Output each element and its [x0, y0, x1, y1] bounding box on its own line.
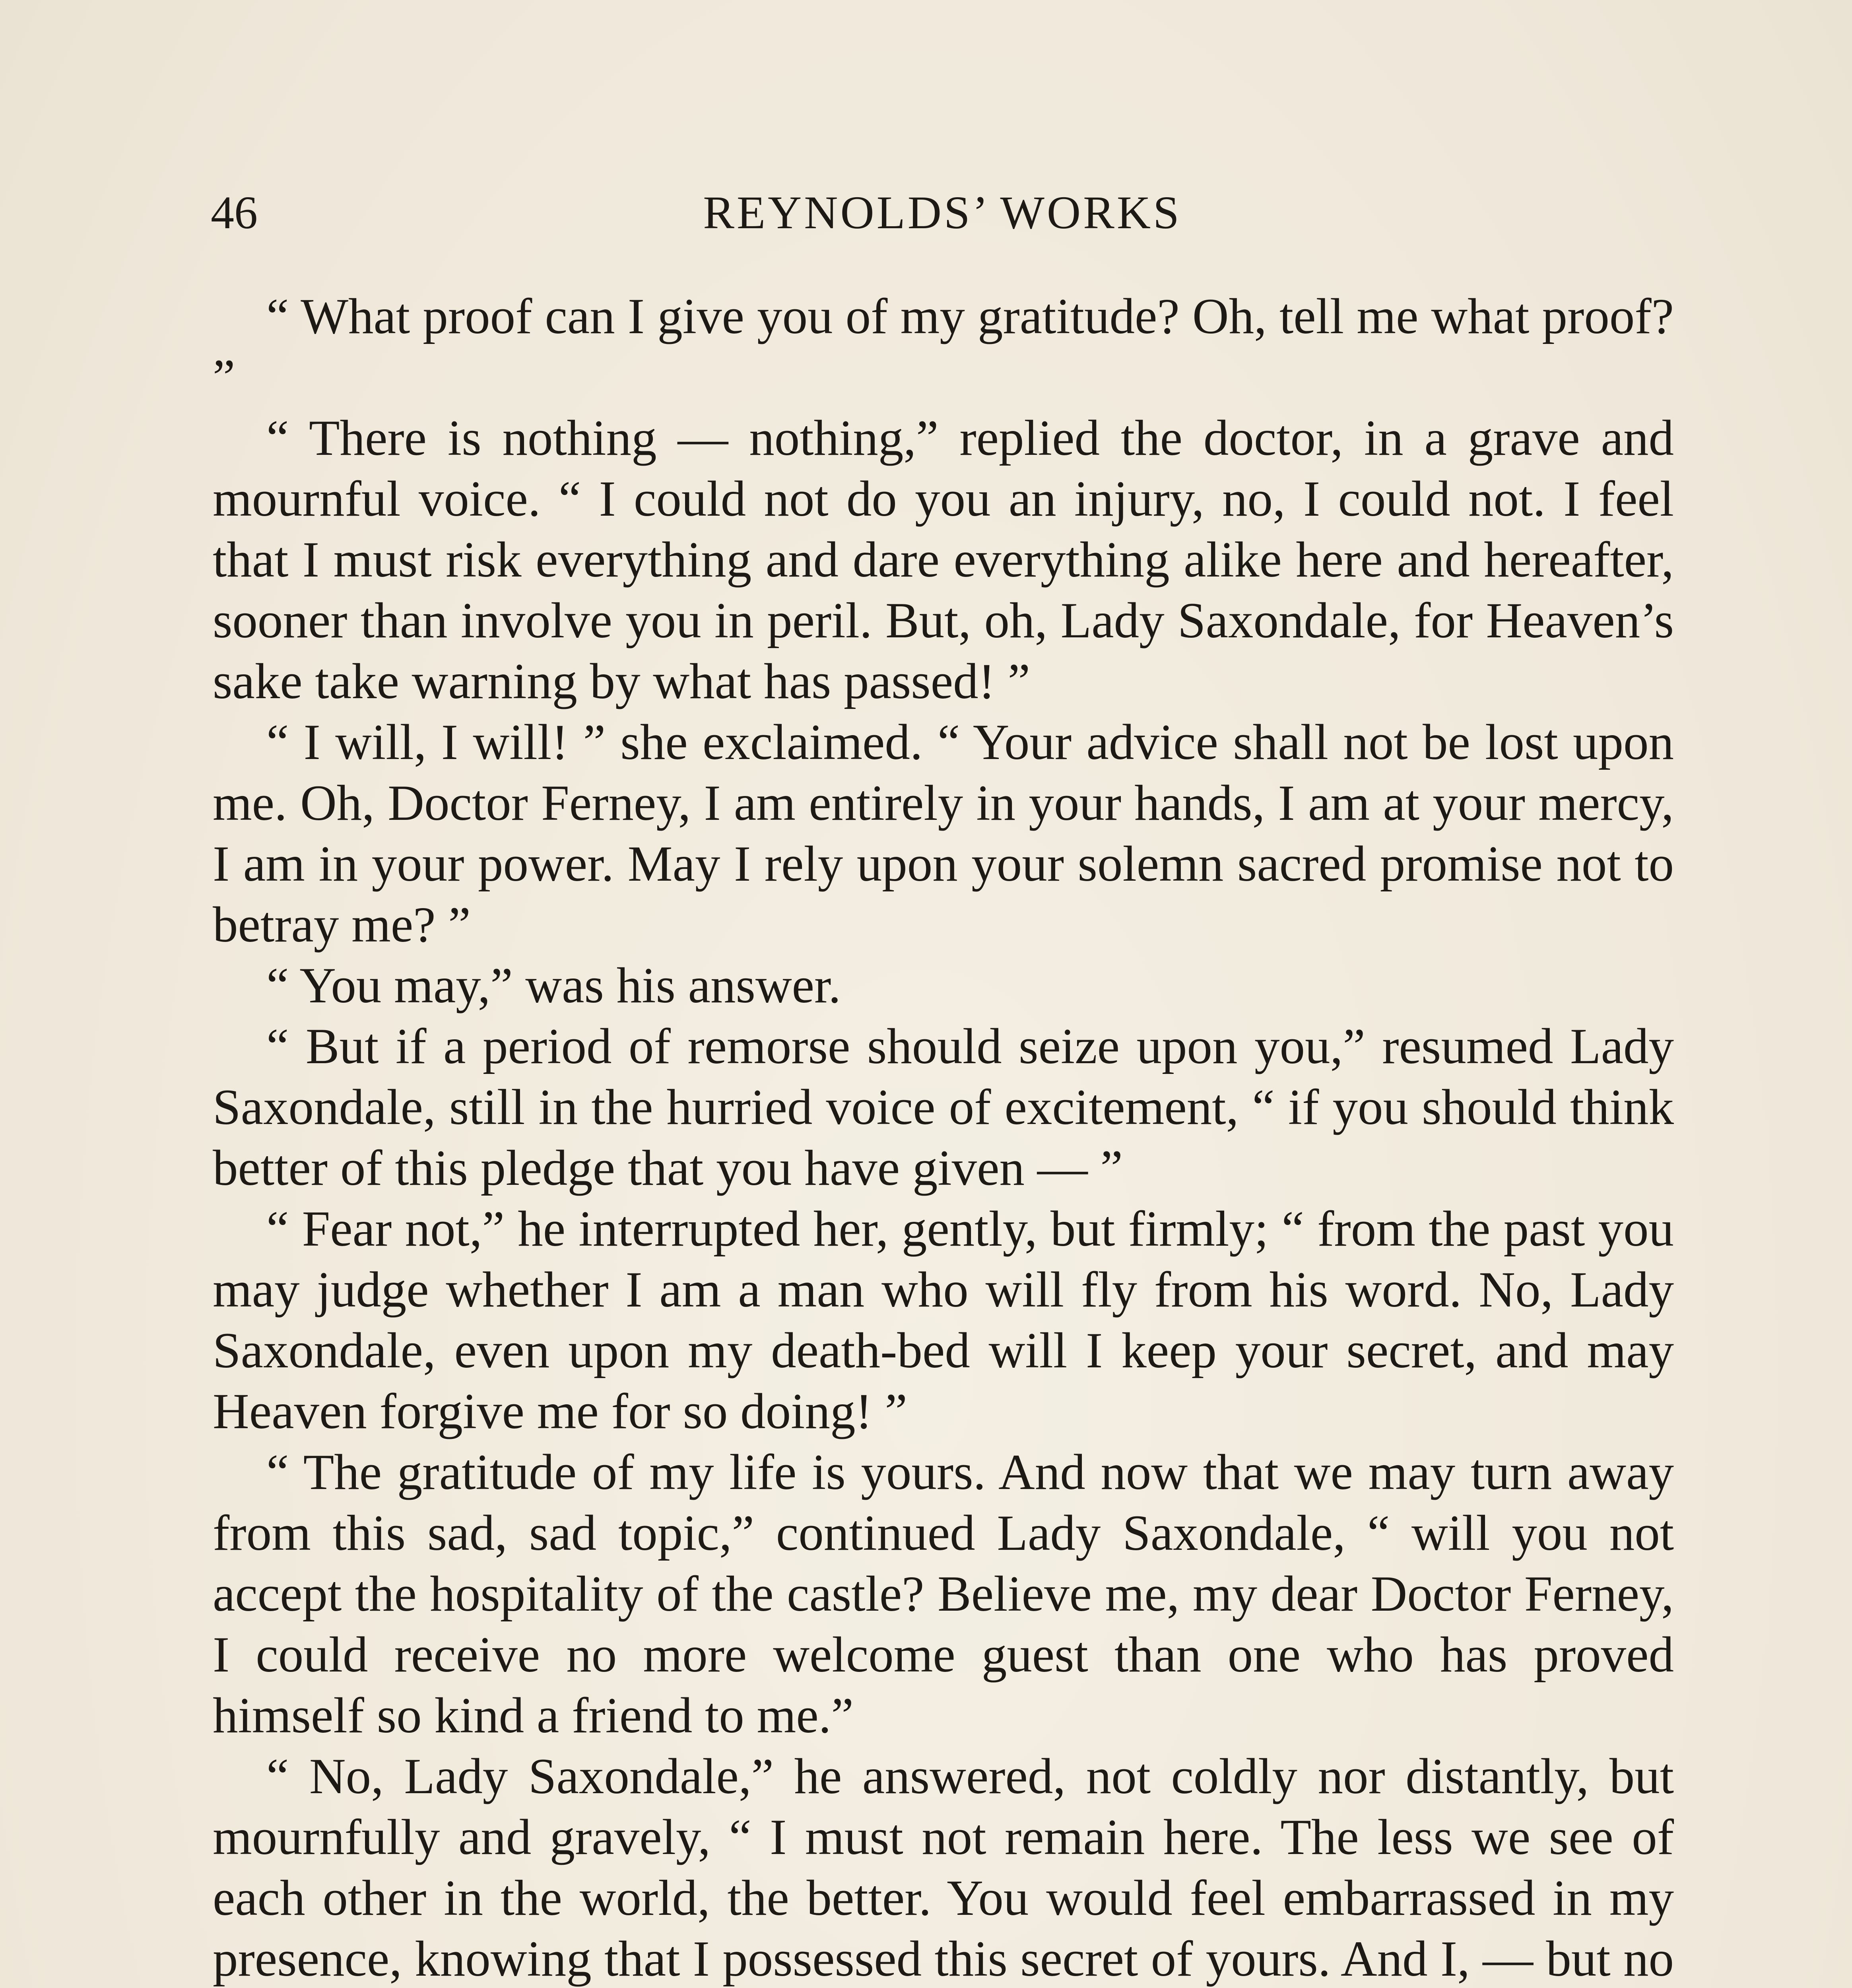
paragraph: “ What proof can I give you of my gratitude? Oh, tell me what proof? ”	[213, 289, 1674, 405]
paragraph: “ You may,” was his answer.	[266, 958, 841, 1013]
page-number: 46	[211, 186, 258, 239]
paragraph: “ But if a period of remorse should seize upon you,” resumed Lady Saxondale, still in the hurried voice of excitement, “ if you should think better of this pledge that you have given — ”	[213, 1019, 1674, 1196]
paragraph: “ There is nothing — nothing,” replied the doctor, in a grave and mournful voice. “ I could not do you an injury, no, I could not. I feel that I must risk everything and dare everything alike here and hereafter, sooner than involve you in peril. But, oh, Lady Saxondale, for Heaven’s sake take warning by what has passed! ”	[213, 410, 1674, 709]
paragraph: “ No, Lady Saxondale,” he answered, not coldly nor distantly, but mournfully and gravely, “ I must not remain here. The less we see of each other in the world, the better. You would feel embarrassed in my presence, knowing that I possessed this secret of yours. And I, — but no	[213, 1749, 1674, 1987]
paragraph: “ Fear not,” he interrupted her, gently, but firmly; “ from the past you may judge whether I am a man who will fly from his word. No, Lady Saxondale, even upon my death-bed will I keep your secret, and may Heaven forgive me for so doing! ”	[213, 1201, 1674, 1439]
paragraph: “ The gratitude of my life is yours. And now that we may turn away from this sad, sad topic,” continued Lady Saxondale, “ will you not accept the hospitality of the castle? Believe me, my dear Doctor Ferney, I could receive no more welcome guest than one who has proved himself so kind a friend to me.”	[213, 1444, 1674, 1743]
paragraph: “ I will, I will! ” she exclaimed. “ Your advice shall not be lost upon me. Oh, Doctor Ferney, I am entirely in your hands, I am at your mercy, I am in your power. May I rely upon your solemn sacred promise not to betray me? ”	[213, 714, 1674, 953]
running-head: REYNOLDS’ WORKS	[703, 186, 1182, 239]
body-text	[213, 286, 1674, 1988]
page-header	[211, 177, 1674, 248]
